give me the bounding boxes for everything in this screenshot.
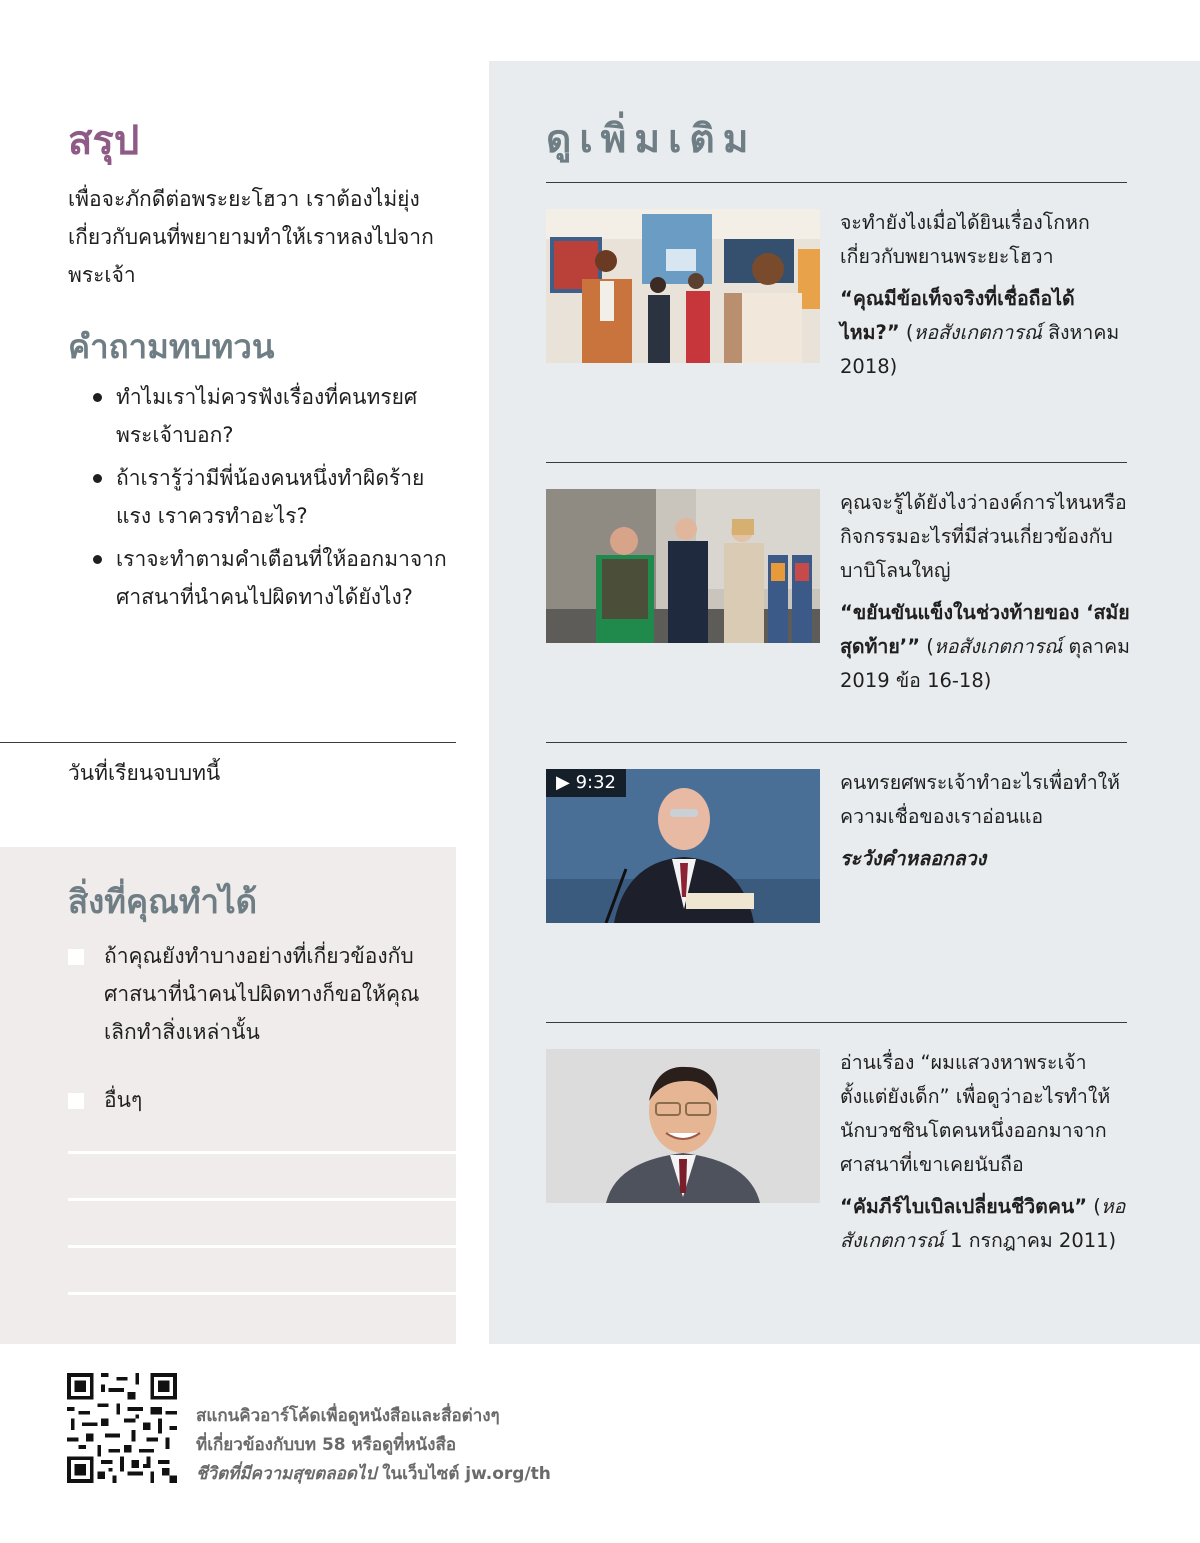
date-divider	[0, 742, 456, 743]
item-reference[interactable]: “คัมภีร์ไบเบิลเปลี่ยนชีวิตคน” (หอสังเกตการณ์ 1 กรกฎาคม 2011)	[840, 1195, 1126, 1252]
review-questions-list	[90, 378, 450, 621]
item-reference[interactable]: “คุณมีข้อเท็จจริงที่เชื่อถือได้ไหม?” (หอสังเกตการณ์ สิงหาคม 2018)	[840, 287, 1120, 378]
video-duration: 9:32	[575, 772, 616, 793]
reference-date: ตุลาคม 2019 ข้อ 16-18)	[840, 635, 1130, 692]
todo-item	[68, 1081, 438, 1119]
review-question	[90, 540, 450, 616]
see-more-item	[840, 766, 1130, 876]
summary-text: เพื่อจะภักดีต่อพระยะโฮวา เราต้องไม่ยุ่งเกี่ยวกับคนที่พยายามทำให้เราหลงไปจากพระเจ้า	[68, 187, 434, 287]
item-reference[interactable]: “ขยันขันแข็งในช่วงท้ายของ ‘สมัยสุดท้าย’” (หอสังเกตการณ์ ตุลาคม 2019 ข้อ 16-18)	[840, 601, 1130, 692]
reference-source: หอสังเกตการณ์	[913, 321, 1042, 344]
item-description: จะทำยังไงเมื่อได้ยินเรื่องโกหกเกี่ยวกับพยานพระยะโฮวา	[840, 211, 1090, 268]
reference-title: “ขยันขันแข็งในช่วงท้ายของ ‘สมัยสุดท้าย’”	[840, 601, 1130, 658]
review-question-text: ทำไมเราไม่ควรฟังเรื่องที่คนทรยศพระเจ้าบอก?	[116, 385, 418, 447]
article-thumbnail-people-news-screens[interactable]	[546, 209, 820, 363]
reference-title: “คัมภีร์ไบเบิลเปลี่ยนชีวิตคน”	[840, 1195, 1088, 1218]
people-with-phones-image	[546, 209, 820, 363]
see-more-item	[840, 1046, 1130, 1258]
divider	[546, 462, 1127, 463]
completion-date-label: วันที่เรียนจบบทนี้	[68, 761, 221, 785]
divider	[546, 742, 1127, 743]
footer-line-2: ที่เกี่ยวข้องกับบท 58 หรือดูที่หนังสือ	[196, 1435, 457, 1455]
writing-line[interactable]	[68, 1245, 456, 1248]
todo-title: สิ่งที่คุณทำได้	[68, 882, 258, 921]
street-witnessing-image	[546, 489, 820, 643]
qr-code-icon	[67, 1373, 177, 1483]
review-title: คำถามทบทวน	[68, 327, 275, 366]
see-more-item	[840, 206, 1130, 384]
item-description: อ่านเรื่อง “ผมแสวงหาพระเจ้าตั้งแต่ยังเด็ก” เพื่อดูว่าอะไรทำให้นักบวชชินโตคนหนึ่งออกมาจากศาสนาที่เขาเคยนับถือ	[840, 1051, 1111, 1176]
article-thumbnail-portrait[interactable]	[546, 1049, 820, 1203]
summary-title: สรุป	[68, 118, 140, 164]
todo-item-text: อื่นๆ	[104, 1088, 143, 1112]
video-duration-badge	[546, 769, 626, 797]
todo-item-text: ถ้าคุณยังทำบางอย่างที่เกี่ยวข้องกับศาสนาที่นำคนไปผิดทางก็ขอให้คุณเลิกทำสิ่งเหล่านั้น	[104, 944, 420, 1044]
smiling-man-portrait-image	[546, 1049, 820, 1203]
bullet-icon	[93, 474, 102, 483]
divider	[546, 1022, 1127, 1023]
reference-date: 1 กรกฎาคม 2011)	[950, 1229, 1117, 1252]
video-thumbnail[interactable]	[546, 769, 820, 923]
review-question-text: ถ้าเรารู้ว่ามีพี่น้องคนหนึ่งทำผิดร้ายแรง เราควรทำอะไร?	[116, 466, 425, 528]
checkbox[interactable]	[68, 1093, 84, 1109]
review-question-text: เราจะทำตามคำเตือนที่ให้ออกมาจากศาสนาที่นำคนไปผิดทางได้ยังไง?	[116, 547, 447, 609]
footer-line-1: สแกนคิวอาร์โค้ดเพื่อดูหนังสือและสื่อต่างๆ	[196, 1406, 500, 1426]
play-icon: ▶	[556, 772, 570, 793]
checkbox[interactable]	[68, 949, 84, 965]
article-thumbnail-street-witnessing[interactable]	[546, 489, 820, 643]
see-more-title: ดูเพิ่มเติม	[546, 117, 757, 162]
reference-source: หอสังเกตการณ์	[840, 1195, 1126, 1252]
footer-line-3	[196, 1460, 551, 1489]
writing-line[interactable]	[68, 1198, 456, 1201]
reference-date: สิงหาคม 2018)	[840, 321, 1120, 378]
divider	[546, 182, 1127, 183]
footer-book-title: ชีวิตที่มีความสุขตลอดไป	[196, 1464, 377, 1484]
bullet-icon	[93, 555, 102, 564]
review-question	[90, 378, 450, 454]
video-title: ระวังคำหลอกลวง	[840, 847, 987, 870]
reference-title: “คุณมีข้อเท็จจริงที่เชื่อถือได้ไหม?”	[840, 287, 1075, 344]
writing-line[interactable]	[68, 1292, 456, 1295]
footer-qr-instructions	[196, 1402, 551, 1489]
review-question	[90, 459, 450, 535]
bullet-icon	[93, 393, 102, 402]
see-more-item	[840, 486, 1130, 698]
todo-list	[68, 937, 438, 1119]
qr-code[interactable]	[67, 1373, 177, 1483]
item-description: คนทรยศพระเจ้าทำอะไรเพื่อทำให้ความเชื่อของเราอ่อนแอ	[840, 771, 1121, 828]
footer-website[interactable]: ในเว็บไซต์ jw.org/th	[382, 1464, 551, 1484]
reference-source: หอสังเกตการณ์	[933, 635, 1063, 658]
item-reference[interactable]	[840, 842, 1130, 876]
writing-line[interactable]	[68, 1151, 456, 1154]
todo-item	[68, 937, 438, 1051]
item-description: คุณจะรู้ได้ยังไงว่าองค์การไหนหรือกิจกรรมอะไรที่มีส่วนเกี่ยวข้องกับบาบิโลนใหญ่	[840, 491, 1127, 582]
